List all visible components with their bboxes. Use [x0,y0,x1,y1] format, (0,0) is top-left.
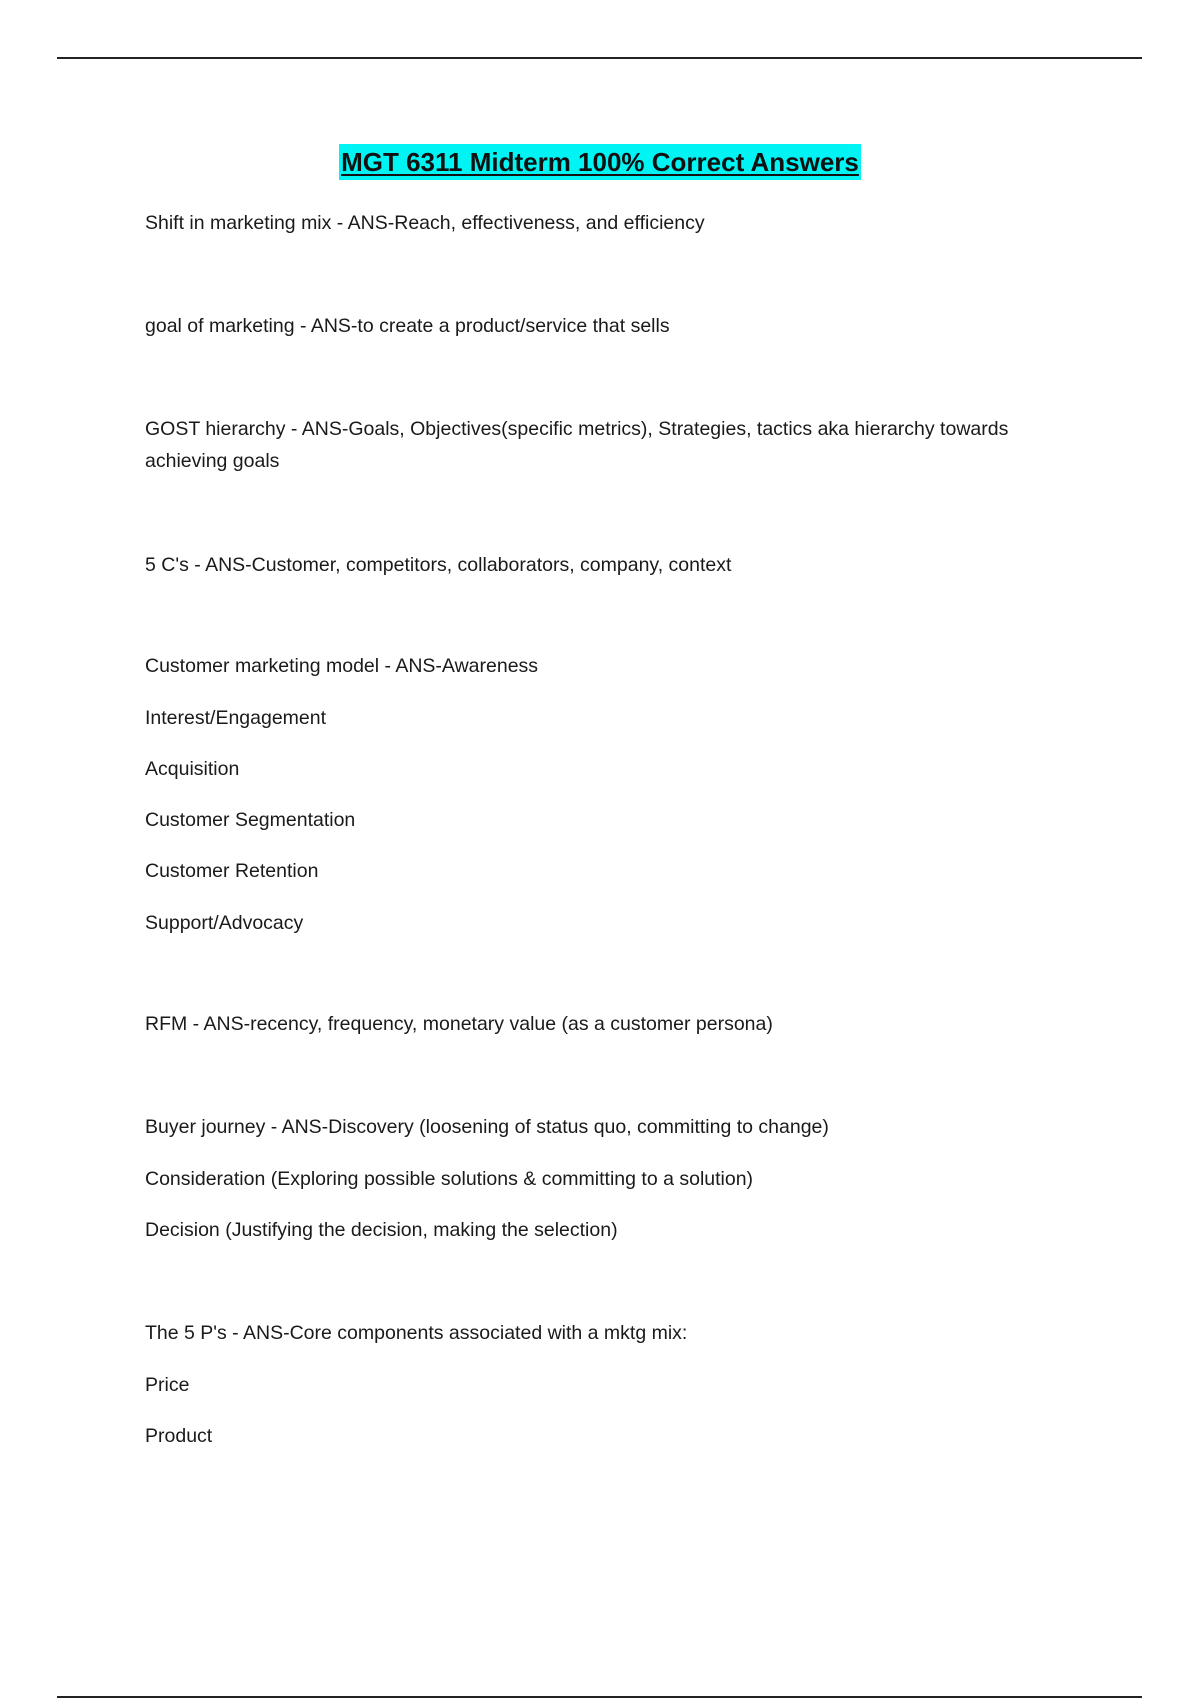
entry-decision: Decision (Justifying the decision, making the selection) [145,1219,618,1241]
entry-acquisition: Acquisition [145,758,240,780]
header-rule [57,57,1142,59]
entry-shift-in-marketing-mix: Shift in marketing mix - ANS-Reach, effectiveness, and efficiency [145,212,705,234]
title-block [0,144,1200,180]
entry-5-cs: 5 C's - ANS-Customer, competitors, collaborators, company, context [145,554,732,576]
document-title: MGT 6311 Midterm 100% Correct Answers [339,144,861,180]
entry-customer-marketing-model: Customer marketing model - ANS-Awareness [145,655,539,677]
entry-consideration: Consideration (Exploring possible solutions & committing to a solution) [145,1168,754,1190]
entry-rfm: RFM - ANS-recency, frequency, monetary value (as a customer persona) [145,1013,773,1035]
entry-goal-of-marketing: goal of marketing - ANS-to create a product/service that sells [145,315,670,337]
entry-buyer-journey: Buyer journey - ANS-Discovery (loosening of status quo, committing to change) [145,1116,829,1138]
entry-gost-hierarchy: GOST hierarchy - ANS-Goals, Objectives(specific metrics), Strategies, tactics aka hierarchy towards achieving goals [145,418,1009,472]
entry-price: Price [145,1374,190,1396]
entry-product: Product [145,1425,213,1447]
entry-the-5-ps: The 5 P's - ANS-Core components associated with a mktg mix: [145,1322,688,1344]
entry-customer-retention: Customer Retention [145,860,319,882]
entry-support-advocacy: Support/Advocacy [145,912,304,934]
entry-customer-segmentation: Customer Segmentation [145,809,356,831]
footer-rule [57,1696,1142,1698]
entry-interest-engagement: Interest/Engagement [145,707,327,729]
